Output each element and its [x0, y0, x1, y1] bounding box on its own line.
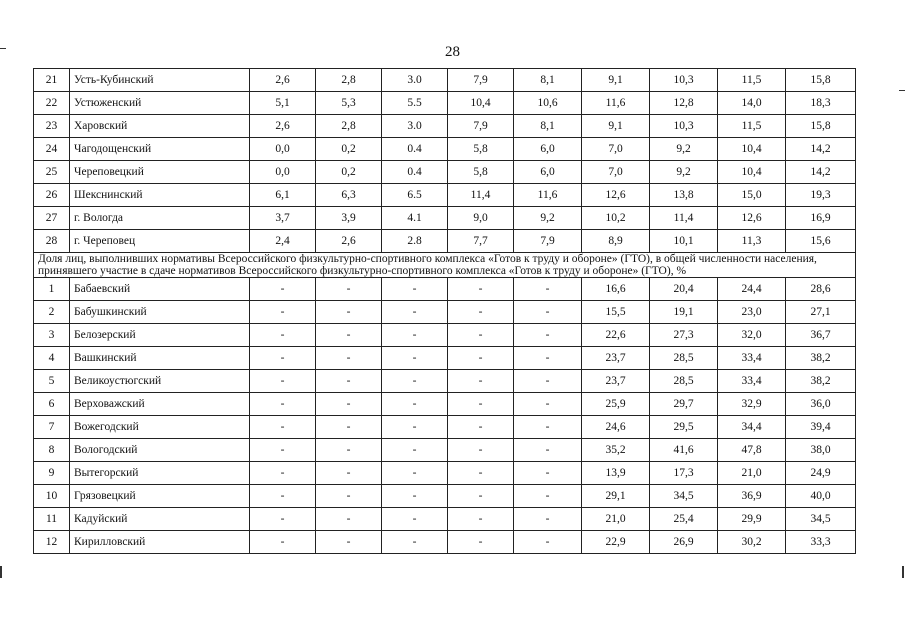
row-number: 12	[34, 531, 70, 554]
value-cell: 21,0	[582, 508, 650, 531]
table-row	[34, 508, 856, 531]
district-name: Вологодский	[70, 439, 250, 462]
value-cell: -	[514, 416, 582, 439]
row-number: 21	[34, 69, 70, 92]
row-number: 25	[34, 161, 70, 184]
value-cell: 34,4	[718, 416, 786, 439]
row-number: 8	[34, 439, 70, 462]
value-cell: -	[382, 485, 448, 508]
value-cell: -	[250, 393, 316, 416]
scan-mark-left-bottom	[0, 566, 2, 578]
value-cell: 2,6	[250, 115, 316, 138]
value-cell: -	[382, 324, 448, 347]
district-name: Великоустюгский	[70, 370, 250, 393]
value-cell: 17,3	[650, 462, 718, 485]
value-cell: 10,4	[718, 138, 786, 161]
value-cell: 11,3	[718, 230, 786, 253]
table-row	[34, 462, 856, 485]
value-cell: -	[382, 301, 448, 324]
table-row	[34, 230, 856, 253]
value-cell: -	[316, 485, 382, 508]
value-cell: -	[316, 416, 382, 439]
value-cell: 15,8	[786, 115, 856, 138]
value-cell: 10,6	[514, 92, 582, 115]
value-cell: -	[448, 393, 514, 416]
bottom-rows-group	[34, 278, 856, 554]
district-name: г. Череповец	[70, 230, 250, 253]
value-cell: 40,0	[786, 485, 856, 508]
value-cell: 33,4	[718, 347, 786, 370]
value-cell: 11,6	[582, 92, 650, 115]
value-cell: -	[250, 462, 316, 485]
value-cell: 3.0	[382, 115, 448, 138]
value-cell: 8,1	[514, 115, 582, 138]
district-name: Кирилловский	[70, 531, 250, 554]
value-cell: 12,6	[718, 207, 786, 230]
value-cell: 23,7	[582, 347, 650, 370]
value-cell: 0,0	[250, 138, 316, 161]
value-cell: 20,4	[650, 278, 718, 301]
value-cell: 29,1	[582, 485, 650, 508]
value-cell: 0.4	[382, 138, 448, 161]
value-cell: 12,6	[582, 184, 650, 207]
value-cell: 39,4	[786, 416, 856, 439]
value-cell: 5.5	[382, 92, 448, 115]
district-name: г. Вологда	[70, 207, 250, 230]
district-name: Харовский	[70, 115, 250, 138]
value-cell: 23,0	[718, 301, 786, 324]
value-cell: 9,2	[650, 161, 718, 184]
value-cell: 7,0	[582, 138, 650, 161]
value-cell: -	[448, 416, 514, 439]
value-cell: -	[448, 370, 514, 393]
row-number: 5	[34, 370, 70, 393]
value-cell: 15,8	[786, 69, 856, 92]
value-cell: -	[514, 393, 582, 416]
table-row	[34, 161, 856, 184]
row-number: 24	[34, 138, 70, 161]
value-cell: 5,8	[448, 161, 514, 184]
district-name: Усть-Кубинский	[70, 69, 250, 92]
scan-mark-right-bottom	[902, 566, 904, 578]
district-name: Бабушкинский	[70, 301, 250, 324]
value-cell: 11,6	[514, 184, 582, 207]
value-cell: 6,1	[250, 184, 316, 207]
value-cell: -	[448, 485, 514, 508]
table-row	[34, 184, 856, 207]
value-cell: 10,4	[448, 92, 514, 115]
value-cell: 22,9	[582, 531, 650, 554]
table-row	[34, 347, 856, 370]
value-cell: 14,0	[718, 92, 786, 115]
value-cell: 2,6	[250, 69, 316, 92]
value-cell: 11,4	[448, 184, 514, 207]
value-cell: -	[250, 370, 316, 393]
value-cell: 25,9	[582, 393, 650, 416]
value-cell: 47,8	[718, 439, 786, 462]
value-cell: 9,1	[582, 69, 650, 92]
value-cell: -	[250, 301, 316, 324]
value-cell: 9,1	[582, 115, 650, 138]
value-cell: -	[448, 531, 514, 554]
value-cell: 22,6	[582, 324, 650, 347]
value-cell: 0.4	[382, 161, 448, 184]
row-number: 22	[34, 92, 70, 115]
district-name: Верховажский	[70, 393, 250, 416]
table-row	[34, 485, 856, 508]
value-cell: -	[382, 347, 448, 370]
value-cell: 14,2	[786, 138, 856, 161]
value-cell: -	[316, 278, 382, 301]
value-cell: -	[316, 393, 382, 416]
value-cell: -	[250, 324, 316, 347]
value-cell: 14,2	[786, 161, 856, 184]
value-cell: -	[448, 278, 514, 301]
district-name: Вашкинский	[70, 347, 250, 370]
value-cell: -	[514, 324, 582, 347]
row-number: 10	[34, 485, 70, 508]
value-cell: -	[316, 324, 382, 347]
value-cell: -	[514, 462, 582, 485]
value-cell: 11,4	[650, 207, 718, 230]
table-row	[34, 207, 856, 230]
value-cell: 25,4	[650, 508, 718, 531]
row-number: 3	[34, 324, 70, 347]
value-cell: -	[382, 531, 448, 554]
value-cell: 16,6	[582, 278, 650, 301]
value-cell: -	[448, 439, 514, 462]
value-cell: -	[316, 301, 382, 324]
value-cell: -	[448, 301, 514, 324]
value-cell: 0,2	[316, 138, 382, 161]
section-header-row	[34, 253, 856, 278]
value-cell: 32,0	[718, 324, 786, 347]
value-cell: -	[250, 416, 316, 439]
table-row	[34, 370, 856, 393]
value-cell: -	[316, 508, 382, 531]
value-cell: 34,5	[650, 485, 718, 508]
value-cell: 23,7	[582, 370, 650, 393]
value-cell: 6,3	[316, 184, 382, 207]
district-name: Кадуйский	[70, 508, 250, 531]
row-number: 11	[34, 508, 70, 531]
district-name: Бабаевский	[70, 278, 250, 301]
value-cell: -	[316, 370, 382, 393]
row-number: 28	[34, 230, 70, 253]
value-cell: 41,6	[650, 439, 718, 462]
value-cell: 33,3	[786, 531, 856, 554]
row-number: 7	[34, 416, 70, 439]
value-cell: 9,2	[514, 207, 582, 230]
district-name: Шекснинский	[70, 184, 250, 207]
row-number: 1	[34, 278, 70, 301]
value-cell: 6,0	[514, 138, 582, 161]
value-cell: -	[382, 439, 448, 462]
district-name: Череповецкий	[70, 161, 250, 184]
row-number: 6	[34, 393, 70, 416]
row-number: 26	[34, 184, 70, 207]
value-cell: 3,7	[250, 207, 316, 230]
value-cell: -	[250, 508, 316, 531]
value-cell: 7,9	[514, 230, 582, 253]
value-cell: 8,9	[582, 230, 650, 253]
district-name: Грязовецкий	[70, 485, 250, 508]
value-cell: -	[316, 462, 382, 485]
value-cell: -	[250, 278, 316, 301]
value-cell: 7,9	[448, 115, 514, 138]
value-cell: -	[514, 531, 582, 554]
page-number: 28	[445, 44, 460, 60]
value-cell: 7,0	[582, 161, 650, 184]
value-cell: -	[250, 439, 316, 462]
value-cell: 0,0	[250, 161, 316, 184]
value-cell: -	[250, 531, 316, 554]
value-cell: -	[514, 301, 582, 324]
value-cell: 3,9	[316, 207, 382, 230]
section-header-group	[34, 253, 856, 278]
row-number: 4	[34, 347, 70, 370]
row-number: 2	[34, 301, 70, 324]
value-cell: 34,5	[786, 508, 856, 531]
value-cell: -	[316, 531, 382, 554]
value-cell: 38,0	[786, 439, 856, 462]
value-cell: 3.0	[382, 69, 448, 92]
indicator-table	[33, 68, 856, 554]
value-cell: 38,2	[786, 370, 856, 393]
value-cell: 10,3	[650, 115, 718, 138]
table-row	[34, 531, 856, 554]
value-cell: -	[250, 485, 316, 508]
value-cell: 9,0	[448, 207, 514, 230]
value-cell: 16,9	[786, 207, 856, 230]
value-cell: 24,4	[718, 278, 786, 301]
value-cell: 2,8	[316, 115, 382, 138]
table-row	[34, 301, 856, 324]
value-cell: 5,3	[316, 92, 382, 115]
value-cell: -	[514, 485, 582, 508]
value-cell: -	[382, 462, 448, 485]
scan-mark-right-top	[899, 90, 905, 91]
value-cell: -	[514, 508, 582, 531]
value-cell: 28,5	[650, 370, 718, 393]
row-number: 27	[34, 207, 70, 230]
value-cell: -	[250, 347, 316, 370]
value-cell: -	[448, 508, 514, 531]
value-cell: 28,5	[650, 347, 718, 370]
value-cell: 10,1	[650, 230, 718, 253]
value-cell: 30,2	[718, 531, 786, 554]
value-cell: 10,4	[718, 161, 786, 184]
table-row	[34, 393, 856, 416]
section-title: Доля лиц, выполнивших нормативы Всероссийского физкультурно-спортивного комплекса «Готов к труду и обороне» (ГТО), в общей численности населения, принявшего участие в сдаче нормативов Всероссийского физкультурно-спортивного комплекса «Готов к труду и обороне» (ГТО), %	[34, 253, 856, 278]
district-name: Устюженский	[70, 92, 250, 115]
table-row	[34, 69, 856, 92]
value-cell: 21,0	[718, 462, 786, 485]
district-name: Чагодощенский	[70, 138, 250, 161]
value-cell: -	[448, 347, 514, 370]
value-cell: -	[316, 347, 382, 370]
value-cell: 8,1	[514, 69, 582, 92]
value-cell: 19,3	[786, 184, 856, 207]
value-cell: 36,7	[786, 324, 856, 347]
value-cell: 2,8	[316, 69, 382, 92]
value-cell: 5,1	[250, 92, 316, 115]
value-cell: 15,5	[582, 301, 650, 324]
value-cell: 18,3	[786, 92, 856, 115]
district-name: Белозерский	[70, 324, 250, 347]
district-name: Вытегорский	[70, 462, 250, 485]
value-cell: 36,0	[786, 393, 856, 416]
value-cell: 7,7	[448, 230, 514, 253]
row-number: 23	[34, 115, 70, 138]
value-cell: 10,3	[650, 69, 718, 92]
value-cell: 33,4	[718, 370, 786, 393]
value-cell: 11,5	[718, 69, 786, 92]
value-cell: 29,9	[718, 508, 786, 531]
value-cell: -	[448, 462, 514, 485]
value-cell: 27,3	[650, 324, 718, 347]
table-row	[34, 138, 856, 161]
value-cell: 29,7	[650, 393, 718, 416]
value-cell: 11,5	[718, 115, 786, 138]
table-row	[34, 439, 856, 462]
value-cell: -	[382, 393, 448, 416]
value-cell: 2.8	[382, 230, 448, 253]
value-cell: 26,9	[650, 531, 718, 554]
table-row	[34, 92, 856, 115]
value-cell: 2,6	[316, 230, 382, 253]
table-row	[34, 416, 856, 439]
value-cell: -	[514, 370, 582, 393]
value-cell: -	[382, 278, 448, 301]
value-cell: 2,4	[250, 230, 316, 253]
value-cell: 7,9	[448, 69, 514, 92]
value-cell: -	[448, 324, 514, 347]
value-cell: 10,2	[582, 207, 650, 230]
value-cell: 13,8	[650, 184, 718, 207]
value-cell: -	[514, 347, 582, 370]
value-cell: 15,6	[786, 230, 856, 253]
district-name: Вожегодский	[70, 416, 250, 439]
value-cell: 27,1	[786, 301, 856, 324]
value-cell: 32,9	[718, 393, 786, 416]
table-row	[34, 278, 856, 301]
table-row	[34, 115, 856, 138]
value-cell: 24,6	[582, 416, 650, 439]
value-cell: 9,2	[650, 138, 718, 161]
top-rows-group	[34, 69, 856, 253]
value-cell: -	[514, 278, 582, 301]
value-cell: 12,8	[650, 92, 718, 115]
value-cell: 38,2	[786, 347, 856, 370]
value-cell: -	[382, 370, 448, 393]
value-cell: 13,9	[582, 462, 650, 485]
row-number: 9	[34, 462, 70, 485]
value-cell: 0,2	[316, 161, 382, 184]
value-cell: 6,0	[514, 161, 582, 184]
value-cell: -	[382, 508, 448, 531]
value-cell: 29,5	[650, 416, 718, 439]
table-row	[34, 324, 856, 347]
value-cell: 5,8	[448, 138, 514, 161]
value-cell: 24,9	[786, 462, 856, 485]
value-cell: 6.5	[382, 184, 448, 207]
value-cell: 4.1	[382, 207, 448, 230]
value-cell: -	[382, 416, 448, 439]
value-cell: 35,2	[582, 439, 650, 462]
value-cell: 28,6	[786, 278, 856, 301]
value-cell: 36,9	[718, 485, 786, 508]
value-cell: 19,1	[650, 301, 718, 324]
value-cell: -	[316, 439, 382, 462]
value-cell: 15,0	[718, 184, 786, 207]
value-cell: -	[514, 439, 582, 462]
